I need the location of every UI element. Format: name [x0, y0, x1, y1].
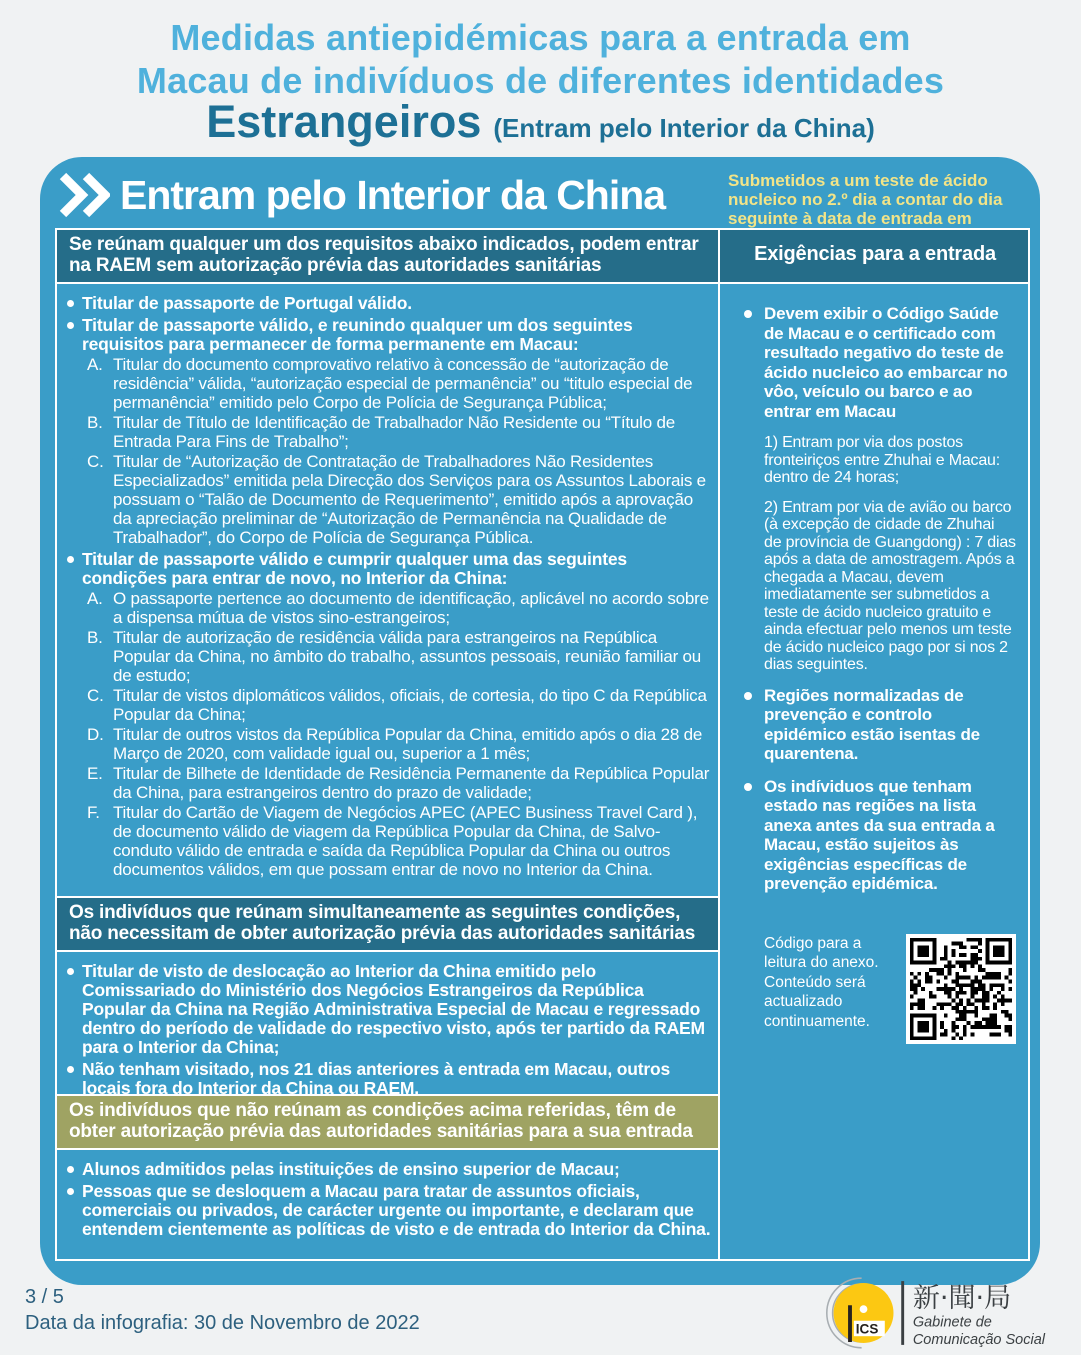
subitem-label: A. [87, 589, 103, 608]
panel-header [58, 169, 665, 221]
subitem-text: Titular de Bilhete de Identidade de Residência Permanente da República Popular da China, para estrangeiros dentro do prazo de validade; [113, 764, 710, 802]
subitem-text: O passaporte pertence ao documento de identificação, aplicável no acordo sobre a dispensa mútua de vistos sino-estrangeiros; [113, 589, 709, 627]
requirements-table [55, 228, 1030, 1261]
qr-section [744, 934, 1016, 1044]
subitem-label: C. [87, 452, 104, 471]
requirement-item: Titular de passaporte válido e cumprir qualquer uma das seguintes condições para entrar de novo, no Interior da China: [65, 550, 712, 588]
requirement-subitem [65, 413, 712, 451]
subitem-label: F. [87, 803, 100, 822]
subitem-label: B. [87, 413, 103, 432]
requirement-subitem [65, 686, 712, 724]
qr-code [906, 934, 1016, 1044]
logo-pt-line1: Gabinete de [912, 1314, 992, 1331]
subitem-text: Titular de vistos diplomáticos válidos, oficiais, de cortesia, do tipo C da República Popular da China; [113, 686, 707, 724]
section2-header: Os indivíduos que reúnam simultaneamente as seguintes condições, não necessitam de obter autorização prévia das autoridades sanitárias [57, 898, 718, 952]
requirement-subitem [65, 589, 712, 627]
logo-monogram: ICS [855, 1321, 879, 1337]
entry-requirement-item: Regiões normalizadas de prevenção e controlo epidémico estão isentas de quarentena. [744, 686, 1016, 764]
panel-note: Submetidos a um teste de ácido nucleico no 2.º dia a contar do dia seguinte à data de entrada em [728, 171, 1003, 228]
page-title [0, 16, 1081, 102]
requirement-subitem [65, 803, 712, 879]
left-column [57, 230, 720, 1259]
entry-requirement-note: 2) Entram por via de avião ou barco (à excepção de cidade de Zhuhai de província de Guangdong) : 7 dias após a data de amostragem. Após a chegada a Macau, devem imediatamente ser submetidos a teste de ácido nucleico gratuito e ainda efectuar pelo menos um teste de ácido nucleico pago por si nos 2 dias seguintes. [764, 498, 1016, 673]
section1-header: Se reúnam qualquer um dos requisitos abaixo indicados, podem entrar na RAEM sem autorização prévia das autoridades sanitárias [57, 230, 718, 284]
requirement-item: Pessoas que se desloquem a Macau para tratar de assuntos oficiais, comerciais ou privados, de carácter urgente ou importante, e declaram que entendem cientemente as políticas de visto e de entrada do Interior da China. [65, 1182, 712, 1239]
entry-requirements-content [720, 284, 1028, 1259]
requirement-item: Titular de visto de deslocação ao Interior da China emitido pelo Comissariado do Ministério dos Negócios Estrangeiros da República Popular da China na Região Administrativa Especial de Macau e regressado dentro do período de validade do respectivo visto, após ter partido da RAEM para o Interior da China; [65, 962, 712, 1057]
qr-note: Código para a leitura do anexo. Conteúdo será actualizado continuamente. [764, 934, 879, 1030]
entry-requirement-item: Devem exibir o Código Saúde de Macau e o certificado com resultado negativo do teste de ácido nucleico ao embarcar no vôo, veículo ou barco e ao entrar em Macau [744, 304, 1016, 421]
requirement-subitem [65, 628, 712, 685]
requirement-item: Alunos admitidos pelas instituições de ensino superior de Macau; [65, 1160, 712, 1179]
subitem-label: C. [87, 686, 104, 705]
logo-pt-line2: Comunicação Social [912, 1331, 1046, 1348]
subtitle-group: Estrangeiros [206, 96, 482, 147]
page-indicator: 3 / 5 [25, 1286, 64, 1308]
subitem-label: B. [87, 628, 103, 647]
page-title-line1: Medidas antiepidémicas para a entrada em [170, 17, 911, 58]
section1-content [57, 284, 718, 898]
entry-requirement-note: 1) Entram por via dos postos fronteiriços entre Zhuhai e Macau: dentro de 24 horas; [764, 434, 1000, 486]
section3-header: Os indivíduos que não reúnam as condições acima referidas, têm de obter autorização prévia das autoridades sanitárias para a sua entrada [57, 1096, 718, 1150]
subitem-text: Titular de Título de Identificação de Trabalhador Não Residente ou “Título de Entrada Para Fins de Trabalho”; [113, 413, 676, 451]
gcs-logo [792, 1276, 1081, 1355]
double-chevron-icon [58, 172, 110, 218]
entry-requirements-header: Exigências para a entrada [720, 230, 1028, 284]
requirement-item: Titular de passaporte válido, e reunindo qualquer um dos seguintes requisitos para permanecer de forma permanente em Macau: [65, 316, 712, 354]
section2-content [57, 952, 718, 1096]
page-subtitle [0, 96, 1081, 148]
requirement-subitem [65, 764, 712, 802]
logo-chinese-name: 新‧聞‧局 [912, 1283, 1012, 1315]
requirement-subitem [65, 725, 712, 763]
requirement-item: Titular de passaporte de Portugal válido. [65, 294, 712, 313]
panel-title: Entram pelo Interior da China [120, 171, 666, 218]
subtitle-note: (Entram pelo Interior da China) [493, 113, 875, 143]
requirement-subitem [65, 355, 712, 412]
requirement-item: Não tenham visitado, nos 21 dias anteriores à entrada em Macau, outros locais fora do Interior da China ou RAEM. [65, 1060, 712, 1098]
subitem-label: D. [87, 725, 104, 744]
requirement-subitem [65, 452, 712, 547]
entry-requirement-item: Os indíviduos que tenham estado nas regiões na lista anexa antes da sua entrada a Macau, estão sujeitos às exigências específicas de prevenção epidémica. [744, 777, 1016, 894]
subitem-label: A. [87, 355, 103, 374]
subitem-label: E. [87, 764, 103, 783]
infographic-date: Data da infografia: 30 de Novembro de 2022 [25, 1312, 420, 1334]
subitem-text: Titular de “Autorização de Contratação de Trabalhadores Não Residentes Especializados” emitida pela Direcção dos Serviços para os Assuntos Laborais e possuam o “Talão de Documento de Requerimento”, emitido após a aprovação da apreciação preliminar de “Autorização de Permanência na Qualidade de Trabalhador”, do Corpo de Polícia de Segurança Pública. [113, 452, 706, 547]
subitem-text: Titular do Cartão de Viagem de Negócios APEC (APEC Business Travel Card ), de documento válido de viagem da República Popular da China, de Salvo-conduto válido de entrada e saída da República Popular da China ou outros documentos válidos, em que possam entrar de novo no Interior da China. [113, 803, 698, 879]
subitem-text: Titular de autorização de residência válida para estrangeiros na República Popular da China, no âmbito do trabalho, assuntos pessoais, reunião familiar ou de estudo; [113, 628, 702, 685]
page-title-line2: Macau de indivíduos de diferentes identidades [136, 60, 945, 101]
subitem-text: Titular de outros vistos da República Popular da China, emitido após o dia 28 de Março de 2020, com validade igual ou, superior a 1 mês; [113, 725, 703, 763]
subitem-text: Titular do documento comprovativo relativo à concessão de “autorização de residência” válida, “autorização especial de permanência” ou “titulo especial de permanência” emitido pelo Corpo de Polícia de Segurança Pública; [113, 355, 693, 412]
section3-content [57, 1150, 718, 1259]
main-panel [40, 157, 1040, 1285]
right-column [720, 230, 1028, 1259]
